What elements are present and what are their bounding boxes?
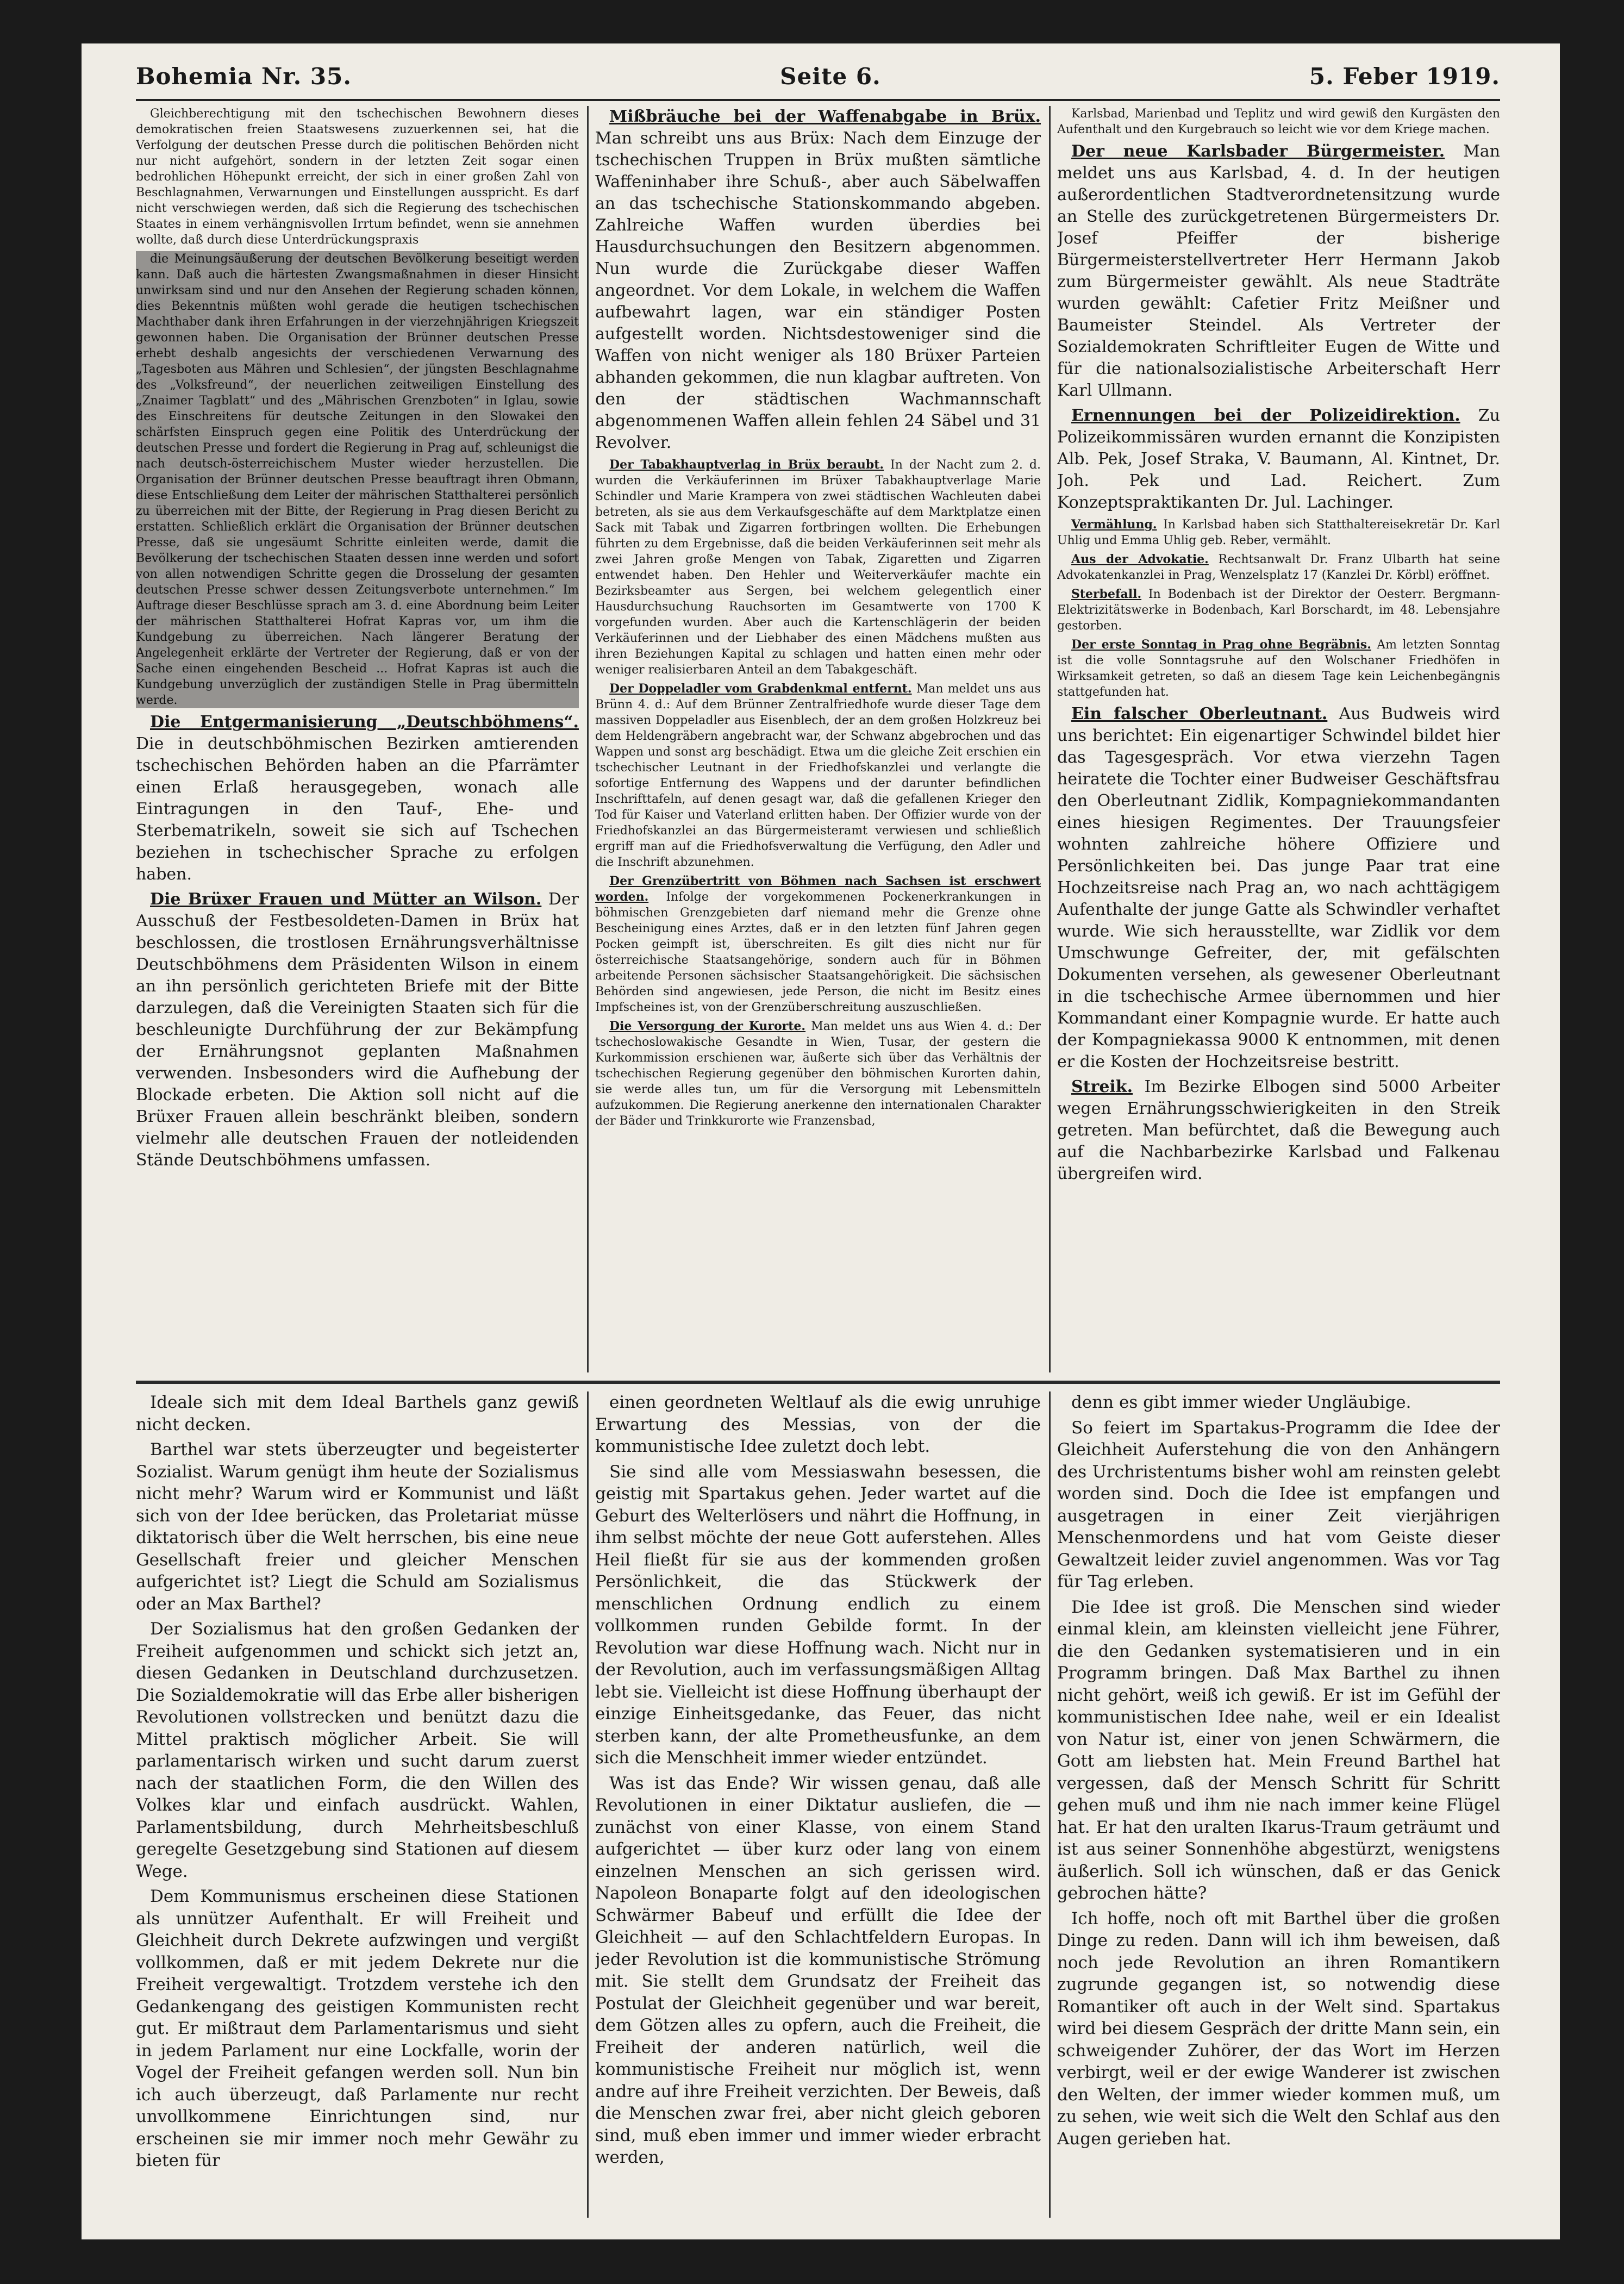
news-item-headline: Der neue Karlsbader Bürgermeister. [1071, 142, 1445, 161]
news-item [595, 873, 1041, 1015]
news-item-text: Am letzten Sonntag ist die volle Sonntagsruhe auf den Wolschaner Friedhöfen in Wirksamkeit getreten, so daß an diesem Tage kein Leichenbegängnis stattgefunden hat. [1057, 638, 1500, 699]
column-divider [1049, 106, 1051, 1372]
news-item-headline: Ein falscher Oberleutnant. [1071, 704, 1328, 723]
news-item [1057, 405, 1500, 514]
section-divider [136, 1381, 1500, 1384]
news-item-text: Man meldet uns aus Karlsbad, 4. d. In der heutigen außerordentlichen Stadtverordnetensitzung wurde an Stelle des zurückgetretenen Bürgermeisters Dr. Josef Pfeiffer der bisherige Bürgermeisterstellvertreter Herr Hermann Jakob zum Bürgermeister gewählt. Als neue Stadträte wurden gewählt: Cafetier Fritz Meißner und Baumeister Steindel. Als Vertreter der Sozialdemokraten Schriftleiter Eugen de Witte und für die nationalsozialistische Arbeiterschaft Herr Karl Ullmann. [1057, 142, 1500, 400]
news-item-headline: Der Grenzübertritt von Böhmen nach Sachsen ist erschwert worden. [595, 874, 1041, 904]
news-item-headline: Die Entgermanisierung „Deutschböhmens“. [150, 713, 579, 732]
press-protest-lead: Gleichberechtigung mit den tschechischen Bewohnern dieses demokratischen freien Staatswesens zuzuerkennen sei, hat die Verfolgung der deutschen Presse durch die politischen Behörden nicht nur nicht aufgehört, sondern in der letzten Zeit sogar einen bedrohlichen Höhepunkt erreicht, der sich in einer großen Zahl von Beschlagnahmen, Verwarnungen und Einstellungen ausspricht. Es darf nicht verschwiegen werden, daß sich die Regierung des tschechischen Staates in einem verhängnisvollen Irrtum befindet, wenn sie annehmen wollte, daß durch diese Unterdrückungspraxis [136, 107, 579, 247]
news-item-text: Rechtsanwalt Dr. Franz Ulbarth hat seine Advokatenkanzlei in Prag, Wenzelsplatz 17 (Kanzlei Dr. Körbl) eröffnet. [1057, 553, 1500, 582]
news-item [136, 889, 579, 1171]
feuilleton-paragraph: einen geordneten Weltlauf als die ewig unruhige Erwartung des Messias, von der die kommunistische Idee zuletzt doch lebt. [595, 1393, 1041, 1456]
news-item-text: Man meldet uns aus Brünn 4. d.: Auf dem Brünner Zentralfriedhofe wurde dieser Tage dem massiven Doppeladler aus Eisenblech, der an dem großen Holzkreuz bei dem Heldengräbern angebracht war, der Schwanz abgebrochen und das Wappen und sonst arg beschädigt. Etwa um die gleiche Zeit erschien ein tschechischer Leutnant in der Friedhofskanzlei und verlangte die sofortige Entfernung des Wappens und der darunter befindlichen Inschrifttafeln, auf denen gesagt war, daß die gefallenen Krieger den Tod für Kaiser und Vaterland erlitten haben. Der Offizier wurde von der Friedhofskanzlei an das Bürgermeisteramt verwiesen und schließlich ergriff man auf die Friedhofsverwaltung die Verfügung, den Adler und die Inschrift abzunehmen. [595, 682, 1041, 869]
news-item [1057, 106, 1500, 138]
feuilleton-paragraph: denn es gibt immer wieder Ungläubige. [1071, 1393, 1411, 1412]
news-item-text: Man meldet uns aus Wien 4. d.: Der tschechoslowakische Gesandte in Wien, Tusar, der gestern die Kurkommission erschienen war, äußerte sich über das Verhältnis der tschechischen Regierung gegenüber den böhmischen Kurorten dahin, sie werde alles tun, um für die Versorgung mit Lebensmitteln aufzukommen. Die Regierung anerkenne den internationalen Charakter der Bäder und Trinkkurorte wie Franzensbad, [595, 1020, 1041, 1128]
news-item-text: Man schreibt uns aus Brüx: Nach dem Einzuge der tschechischen Truppen in Brüx mußten sämtliche Waffeninhaber ihre Schuß-, aber auch Säbelwaffen an das tschechische Stationskommando abgeben. Zahlreiche Waffen wurden überdies bei Hausdurchsuchungen den Besitzern abgenommen. Nun wurde die Zurückgabe dieser Waffen angeordnet. Vor dem Lokale, in welchem die Waffen aufbewahrt lagen, war ein ständiger Posten aufgestellt worden. Nichtsdestoweniger sind die Waffen von nicht weniger als 180 Brüxer Parteien abhanden gekommen, die nun klagbar auftreten. Von den der städtischen Wachmannschaft abgenommenen Waffen allein fehlen 24 Säbel und 31 Revolver. [595, 129, 1041, 452]
feuilleton-paragraph: Was ist das Ende? Wir wissen genau, daß alle Revolutionen in einer Diktatur ausliefen, die — zunächst von einer Klasse, von einem Stand aufgerichtet — über kurz oder lang von einem einzelnen Menschen an sich gerissen wird. Napoleon Bonaparte folgt auf den ideologischen Schwärmer Babeuf und erfüllt die Idee der Gleichheit — auf den Schlachtfeldern Europas. In jeder Revolution ist die kommunistische Strömung mit. Sie stellt dem Grundsatz der Freiheit das Postulat der Gleichheit gegenüber und war bereit, dem Götzen alles zu opfern, auch die Freiheit, die Freiheit der anderen natürlich, weil die kommunistische Freiheit nur möglich ist, wenn andre auf ihre Freiheit verzichten. Der Beweis, daß die Menschen zwar frei, aber nicht gleich geboren sind, muß eben immer und immer wieder erbracht werden, [595, 1773, 1041, 2167]
news-item-text: Zu Polizeikommissären wurden ernannt die Konzipisten Alb. Pek, Josef Straka, V. Baumann, Al. Kintnet, Dr. Joh. Pek und Lad. Reichert. Zum Konzeptspraktikanten Dr. Jul. Lachinger. [1057, 406, 1500, 512]
news-item-text: In Bodenbach ist der Direktor der Oesterr. Bergmann-Elektrizitätswerke in Bodenbach, Karl Borschardt, im 48. Lebensjahre gestorben. [1057, 588, 1500, 633]
news-item [1057, 586, 1500, 634]
news-item [595, 1019, 1041, 1129]
press-protest-body: die Meinungsäußerung der deutschen Bevölkerung beseitigt werden kann. Daß auch die härtesten Zwangsmaßnahmen in dieser Hinsicht unwirksam sind und nur den Ansehen der Regierung schaden können, dies Bekenntnis müßten wohl gerade die heutigen tschechischen Machthaber dank ihren Erfahrungen in der vierzehnjährigen Kriegszeit gewonnen haben. Die Organisation der Brünner deutschen Presse erhebt deshalb angesichts der verschiedenen Verwarnung des „Tagesboten aus Mähren und Schlesien“, der jüngsten Beschlagnahme des „Volksfreund“, der neuerlichen zeitweiligen Einstellung des „Znaimer Tagblatt“ und des „Mährischen Grenzboten“ in Iglau, sowie des Einschreitens für deutsche Zeitungen in den Slowakei den schärfsten Einspruch gegen eine Politik des Unterdrückung der deutschen Presse und fordert die Regierung in Prag auf, schleunigst die nach deutsch-österreichischem Muster wieder herzustellen. Die Organisation der Brünner deutschen Presse beauftragt ihren Obmann, diese Entschließung dem Leiter der mährischen Statthalterei persönlich zu überreichen mit der Bitte, der Regierung in Prag diesen Bericht zu erstatten. Schließlich erklärt die Organisation der Brünner deutschen Presse, daß sie ungesäumt Schritte einleiten werde, damit die Bevölkerung der tschechischen Staaten dessen inne werden und sofort von allen notwendigen Schritte gegen die Drosselung der gesamten deutschen Presse schwer dessen Zeitungsverbote unternehmen.“ Im Auftrage dieser Beschlüsse sprach am 3. d. eine Abordnung beim Leiter der mährischen Statthalterei Hofrat Kapras vor, um ihm die Kundgebung zu überreichen. Nach längerer Beratung der Angelegenheit erklärte der Vertreter der Regierung, daß er von der Sache einen eingehenden Bescheid ... Hofrat Kapras ist auch die Kundgebung unverzüglich der zuständigen Stelle in Prag übermitteln werde. [136, 252, 579, 707]
news-item [595, 681, 1041, 870]
news-item-headline: Der Doppeladler vom Grabdenkmal entfernt. [609, 682, 912, 696]
news-item-headline: Die Brüxer Frauen und Mütter an Wilson. [150, 890, 542, 909]
feuilleton-column-3 [1057, 1391, 1500, 2218]
top-column-1 [136, 106, 579, 1372]
news-item-headline: Der Tabakhauptverlag in Brüx beraubt. [609, 458, 884, 472]
news-item-headline: Sterbefall. [1071, 587, 1142, 601]
page-header [136, 54, 1500, 98]
news-item-text: Im Bezirke Elbogen sind 5000 Arbeiter wegen Ernährungsschwierigkeiten in den Streik getreten. Man befürchtet, daß die Bewegung auch auf die Nachbarbezirke Karlsbad und Falkenau übergreifen wird. [1057, 1077, 1500, 1183]
news-item-headline: Ernennungen bei der Polizeidirektion. [1071, 406, 1460, 425]
feuilleton-paragraph: Dem Kommunismus erscheinen diese Stationen als unnützer Aufenthalt. Er will Freiheit und Gleichheit durch Dekrete aufzwingen und vergißt vollkommen, daß er mit jedem Dekrete nur die Freiheit vergewaltigt. Trotzdem verstehe ich den Gedankengang des geistigen Kommunisten recht gut. Er mißtraut dem Parlamentarismus und sieht in jedem Parlament nur eine Lockfalle, worin der Vogel der Freiheit gefangen werden soll. Nun bin ich auch überzeugt, daß Parlamente nur recht unvollkommene Einrichtungen sind, nur erscheinen sie mir immer noch mehr Gewähr zu bieten für [136, 1887, 579, 2170]
feuilleton-paragraph: Ich hoffe, noch oft mit Barthel über die großen Dinge zu reden. Dann will ich ihm beweisen, daß noch jede Revolution an ihren Romantikern zugrunde gegangen ist, so notwendig diese Romantiker oft auch in der Welt sind. Spartakus wird bei diesem Gespräch der dritte Mann sein, ein schweigender Zuhörer, der das Wort im Herzen verbirgt, weil er der ewige Wanderer ist zwischen den Welten, der immer wieder kommen muß, um zu sehen, wie weit sich die Welt den Schlaf aus den Augen gerieben hat. [1057, 1908, 1500, 2149]
news-item [595, 457, 1041, 678]
news-item [1057, 141, 1500, 402]
news-item [136, 712, 579, 885]
column-divider [587, 106, 589, 1372]
column-divider [587, 1391, 589, 2218]
feuilleton-paragraph: Der Sozialismus hat den großen Gedanken der Freiheit aufgenommen und schickt sich jetzt an, diesen Gedanken in Deutschland durchzusetzen. Die Sozialdemokratie will das Erbe aller bisherigen Revolutionen vollstrecken und benützt dazu die Mittel praktisch möglicher Arbeit. Sie will parlamentarisch wirken und sucht darum zuerst nach der staatlichen Form, die den Willen des Volkes klar und einfach ausdrückt. Wahlen, Parlamentsbildung, durch Mehrheitsbeschluß geregelte Gesetzgebung sind Stationen auf diesem Wege. [136, 1619, 579, 1881]
news-item-text: Die in deutschböhmischen Bezirken amtierenden tschechischen Behörden haben an die Pfarrämter einen Erlaß herausgegeben, wonach alle Eintragungen in den Tauf-, Ehe- und Sterbematrikeln, soweit sie sich auf Tschechen beziehen in tschechischer Sprache zu erfolgen haben. [136, 734, 579, 884]
news-item-text: Aus Budweis wird uns berichtet: Ein eigenartiger Schwindel bildet hier das Tagesgespräch. Vor etwa vierzehn Tagen heiratete die Tochter einer Budweiser Geschäftsfrau den Oberleutnant Zidlik, Kompagniekommandanten eines hiesigen Regimentes. Der Trauungsfeier wohnten zahlreiche höhere Offiziere und Persönlichkeiten bei. Das junge Paar trat eine Hochzeitsreise nach Prag an, wo nach achttägigem Aufenthalte der junge Gatte als Schwindler verhaftet wurde. Wie sich herausstellte, war Zidlik vor dem Umschwunge Gefreiter, der, mit gefälschten Dokumenten versehen, als gewesener Oberleutnant in die tschechische Armee übernommen und hier Kommandant einer Kompagnie wurde. Er hatte auch der Kompagniekassa 9000 K entnommen, mit denen er die Kosten der Hochzeitsreise bestritt. [1057, 704, 1500, 1071]
header-divider [136, 99, 1500, 101]
newspaper-page [82, 43, 1560, 2239]
news-item-text: In der Nacht zum 2. d. wurden die Verkäuferinnen im Brüxer Tabakhauptverlage Marie Schindler und Marie Krampera von zwei städtischen Wachleuten dabei betreten, als sie aus dem Verkaufsgeschäfte auf dem Marktplatze einen Sack mit Tabak und Zigarren fortbringen wollten. Die Erhebungen führten zu dem Ergebnisse, daß die beiden Verkäuferinnen seit mehr als zwei Jahren große Mengen von Tabak, Zigaretten und Zigarren entwendet haben. Den Hehler und Weiterverkäufer machte ein Bezirksbeamter aus Sergen, bei welchem gelegentlich einer Hausdurchsuchung Rauchsorten im Gesamtwerte von 1700 K vorgefunden wurden. Aber auch die Kartenschlägerin der beiden Verkäuferinnen und der Liebhaber des einen Mädchens mußten aus ihren Beziehungen Kapital zu schlagen und hatten einen mehr oder weniger realisierbaren Anteil an dem Tabakgeschäft. [595, 458, 1041, 677]
feuilleton-paragraph: So feiert im Spartakus-Programm die Idee der Gleichheit Auferstehung die von den Anhängern des Urchristentums bisher wohl am reinsten gelebt worden sind. Doch die Idee ist empfangen und ausgetragen in einer Zeit vierjährigen Menschenmordens und hat vom Geiste dieser Gewaltzeit leider zuviel angenommen. Was vor Tag für Tag erleben. [1057, 1418, 1500, 1592]
feuilleton-paragraph: Barthel war stets überzeugter und begeisterter Sozialist. Warum genügt ihm heute der Sozialismus nicht mehr? Warum wird er Kommunist und läßt sich von der Idee berücken, das Proletariat müsse diktatorisch über die Welt herrschen, bis eine neue Gesellschaft freier und gleicher Menschen aufgerichtet ist? Liegt die Schuld am Sozialismus oder an Max Barthel? [136, 1440, 579, 1614]
news-item-text: Karlsbad, Marienbad und Teplitz und wird gewiß den Kurgästen den Aufenthalt und den Kurgebrauch so leicht wie vor dem Kriege machen. [1057, 107, 1500, 136]
news-item-headline: Aus der Advokatie. [1071, 552, 1209, 566]
masthead-name: Bohemia Nr. 35. [136, 63, 352, 90]
feuilleton-column-2 [595, 1391, 1041, 2218]
top-column-3 [1057, 106, 1500, 1372]
news-item-text: In Karlsbad haben sich Statthaltereisekretär Dr. Karl Uhlig und Emma Uhlig geb. Reber, vermählt. [1057, 518, 1500, 547]
news-item-text: Infolge der vorgekommenen Pockenerkrankungen in böhmischen Grenzgebieten darf niemand mehr die Grenze ohne Bescheinigung eines Arztes, daß er in den letzten fünf Jahren gegen Pocken geimpft ist, überschreiten. Es gilt dies nicht nur für österreichische Staatsangehörige, sondern auch für in Böhmen arbeitende Personen sächsischer Staatsangehörigkeit. Die sächsischen Behörden sind angewiesen, jede Person, die nicht im Besitz eines Impfscheines ist, von der Grenzüberschreitung auszuschließen. [595, 890, 1041, 1014]
news-item [1057, 703, 1500, 1073]
news-item [1057, 552, 1500, 583]
news-item-headline: Der erste Sonntag in Prag ohne Begräbnis. [1071, 638, 1371, 652]
feuilleton-paragraph: Die Idee ist groß. Die Menschen sind wieder einmal klein, am kleinsten vielleicht jene Führer, die den Gedanken systematisieren und in ein Programm bringen. Daß Max Barthel zu ihnen nicht gehört, weiß ich gewiß. Er ist im Gefühl der kommunistischen Idee nahe, weil er ein Idealist von Natur ist, einer von jenen Schwärmern, die Gott am liebsten hat. Mein Freund Barthel hat vergessen, daß der Mensch Schritt für Schritt gehen muß und ihm nie nach immer keine Flügel hat. Er hat den uralten Ikarus-Traum geträumt und ist aus seiner Sonnenhöhe abgestürzt, wenigstens äußerlich. Soll ich wünschen, daß er das Genick gebrochen hätte? [1057, 1597, 1500, 1903]
news-item [595, 106, 1041, 454]
news-item-headline: Die Versorgung der Kurorte. [609, 1019, 806, 1033]
column-divider [1049, 1391, 1051, 2218]
news-item-headline: Streik. [1071, 1077, 1133, 1096]
top-column-2 [595, 106, 1041, 1372]
news-item-text: Der Ausschuß der Festbesoldeten-Damen in Brüx hat beschlossen, die trostlosen Ernährungsverhältnisse Deutschböhmens dem Präsidenten Wilson in einem an ihn persönlich gerichteten Briefe mit der Bitte darzulegen, daß die Vereinigten Staaten sich für die beschleunigte Durchführung der zur Bekämpfung der Ernährungsnot geplanten Maßnahmen verwenden. Insbesonders wird die Aufhebung der Blockade erbeten. Die Aktion soll nicht auf die Brüxer Frauen allein beschränkt bleiben, sondern vielmehr alle deutschen Frauen der notleidenden Stände Deutschböhmens umfassen. [136, 890, 579, 1170]
news-item [1057, 517, 1500, 548]
news-item [1057, 1076, 1500, 1185]
issue-date: 5. Feber 1919. [1309, 63, 1500, 90]
feuilleton-paragraph: Sie sind alle vom Messiaswahn besessen, die geistig mit Spartakus gehen. Jeder wartet auf die Geburt des Welterlösers und nährt die Hoffnung, in ihm selbst möchte der neue Gott auferstehen. Alles Heil fließt für sie aus der kommenden großen Persönlichkeit, die das Stückwerk der menschlichen Ordnung endlich zu einem vollkommen runden Gebilde formt. In der Revolution war diese Hoffnung wach. Nicht nur in der Revolution, auch im verfassungsmäßigen Alltag lebt sie. Vielleicht ist diese Hoffnung überhaupt der einzige Einheitsgedanke, das Feuer, das nicht sterben kann, der alte Prometheusfunke, an dem sich die Menschheit immer wieder entzündet. [595, 1462, 1041, 1768]
page-number: Seite 6. [780, 63, 881, 90]
news-item-headline: Vermählung. [1071, 517, 1157, 532]
news-item-headline: Mißbräuche bei der Waffenabgabe in Brüx. [609, 107, 1041, 126]
news-item [1057, 637, 1500, 700]
feuilleton-paragraph: Ideale sich mit dem Ideal Barthels ganz gewiß nicht decken. [136, 1393, 579, 1434]
feuilleton-column-1 [136, 1391, 579, 2218]
